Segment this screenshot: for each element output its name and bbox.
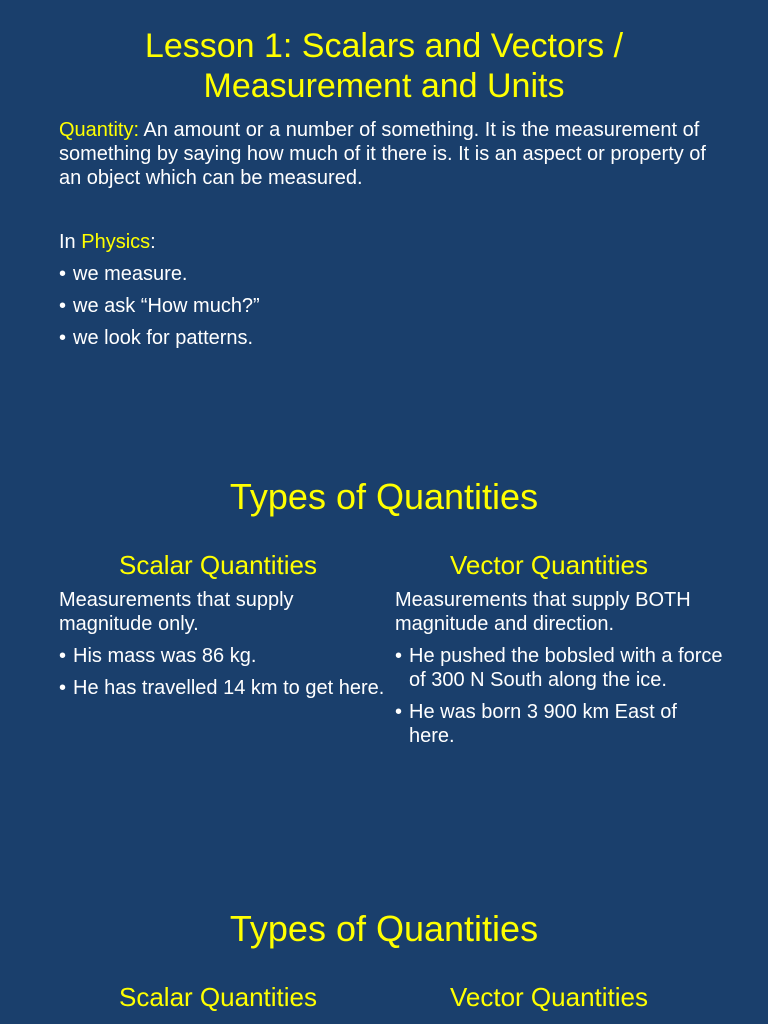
quantity-definition-text: An amount or a number of something. It is the measurement of something by saying how much of it there is. It is an aspect or property of an object which can be measured.	[59, 119, 706, 189]
vector-examples	[395, 644, 725, 748]
list-item: • He pushed the bobsled with a force of 300 N South along the ice.	[395, 644, 725, 692]
vector-column	[395, 548, 725, 756]
quantity-term: Quantity:	[59, 119, 140, 141]
scalar-heading: Scalar Quantities	[119, 550, 317, 580]
title-line-1: Lesson 1: Scalars and Vectors /	[144, 27, 624, 65]
vector-description: Measurements that supply BOTH magnitude and direction.	[395, 589, 691, 635]
scalar-column	[59, 980, 389, 1020]
slide-title	[0, 26, 768, 106]
scalar-heading: Scalar Quantities	[119, 982, 317, 1012]
physics-intro	[59, 230, 156, 254]
list-item: • we measure.	[59, 262, 260, 286]
list-item: • we ask “How much?”	[59, 294, 260, 318]
scalar-examples	[59, 644, 389, 700]
list-item: • He was born 3 900 km East of here.	[395, 700, 725, 748]
slide-types-of-quantities	[0, 432, 768, 864]
physics-prefix: In	[59, 231, 82, 253]
vector-column	[395, 980, 725, 1020]
vector-heading: Vector Quantities	[450, 982, 648, 1012]
slide-title: Types of Quantities	[229, 908, 539, 949]
slide-lesson-1	[0, 0, 768, 432]
scalar-description: Measurements that supply magnitude only.	[59, 589, 294, 635]
list-item: • He has travelled 14 km to get here.	[59, 676, 389, 700]
scalar-column	[59, 548, 389, 708]
physics-word: Physics	[81, 231, 151, 253]
quantity-definition	[59, 118, 709, 190]
list-item: • His mass was 86 kg.	[59, 644, 389, 668]
slide-title: Types of Quantities	[229, 476, 539, 517]
list-item: • we look for patterns.	[59, 326, 260, 350]
physics-bullet-list	[59, 262, 260, 358]
vector-heading: Vector Quantities	[450, 550, 648, 580]
slide-types-of-quantities-2	[0, 864, 768, 1024]
physics-suffix: :	[150, 231, 156, 253]
title-line-2: Measurement and Units	[203, 67, 565, 105]
